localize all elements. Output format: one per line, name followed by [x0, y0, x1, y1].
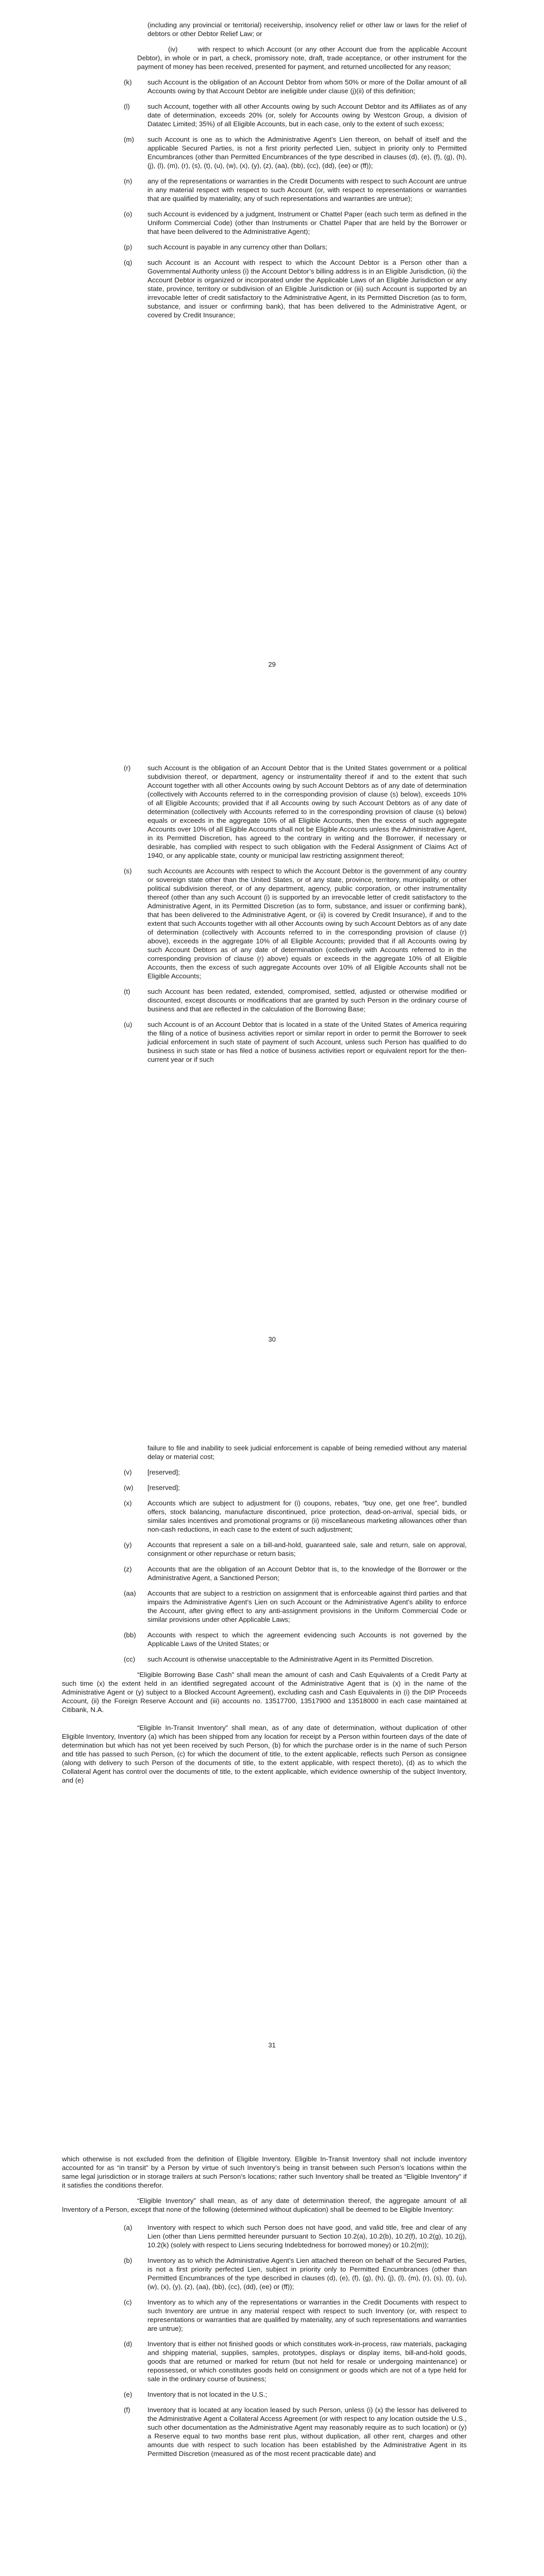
eligible-inventory-definition: “Eligible Inventory” shall mean, as of any date of determination thereof, the aggregate amount of all Inventory of a Person, except that none of the following (determined without duplication) shall be deemed to be Eligible Inventory: — [62, 2197, 467, 2213]
inventory-clause-a: (a) Inventory with respect to which such Person does not have good, and valid title, free and clear of any Lien (other than Liens permitted hereunder pursuant to Section 10.2(a), 10.2(b), 10.2(f), 10.2(g), 10.2(j), 10.2(k) (solely with respect to Liens securing Indebtedness for borrowed money) or 10.2(m)); — [124, 2224, 467, 2249]
clause-iv: (iv) with respect to which Account (or any other Account due from the applicable Account Debtor), in whole or in part, a check, promissory note, draft, trade acceptance, or other instrument for the payment of money has been received, presented for payment, and returned uncollected for any reason; — [137, 45, 467, 71]
page-number: 31 — [268, 2041, 276, 2049]
page-31-lead: failure to file and inability to seek judicial enforcement is capable of being remedied without any material delay or material cost; — [147, 1444, 467, 1461]
page-29-lead: (including any provincial or territorial) receivership, insolvency relief or other law or laws for the relief of debtors or other Debtor Relief Law; or — [147, 21, 467, 38]
clause-r: (r) such Account is the obligation of an Account Debtor that is the United States government or a political subdivision thereof, or department, agency or instrumentality thereof if and to the extent that such Account together with all other Accounts owing by such Account Debtors as of any date of determination (collectively with Accounts referred to in the corresponding provision of clause (s) below), exceeds 10% of all Eligible Accounts; provided that if all Accounts owing by such Account Debtors as of any date of determination (collectively with Accounts referred to in the corresponding provision of clause (s) below) equals or exceeds in the aggregate 10% of all Eligible Accounts, then the excess of such aggregate Accounts over 10% of all Eligible Accounts shall not be Eligible Accounts unless the Administrative Agent, in its Permitted Discretion, has agreed to the contrary in writing and the Borrower, if necessary or desirable, has complied with respect to such obligation with the Federal Assignment of Claims Act of 1940, or any applicable state, county or municipal law restricting assignment thereof; — [124, 764, 467, 859]
page-29 — [0, 21, 544, 326]
clause-bb: (bb) Accounts with respect to which the agreement evidencing such Accounts is not governed by the Applicable Laws of the United States; or — [124, 1631, 467, 1648]
clause-cc: (cc) such Account is otherwise unacceptable to the Administrative Agent in its Permitted Discretion. — [124, 1655, 434, 1663]
clause-m: (m) such Account is one as to which the Administrative Agent’s Lien thereon, on behalf of itself and the applicable Secured Parties, is not a first priority perfected Lien, subject in priority only to Permitted Encumbrances (other than Permitted Encumbrances of the type described in clauses (d), (e), (f), (g), (h), (j), (l), (m), (r), (s), (t), (u), (w), (x), (y), (z), (aa), (bb), (cc), (dd), (ee) or (ff)); — [124, 135, 467, 170]
clause-p: (p) such Account is payable in any currency other than Dollars; — [124, 243, 327, 251]
clause-v: (v) [reserved]; — [124, 1468, 180, 1476]
clause-w: (w) [reserved]; — [124, 1484, 180, 1492]
page-number: 29 — [268, 660, 276, 668]
eligible-borrowing-base-cash-definition: “Eligible Borrowing Base Cash” shall mean the amount of cash and Cash Equivalents of a Credit Party at such time (x) the extent held in an identified segregated account of the Administrative Agent that is (x) in the name of the Administrative Agent or (y) subject to a Blocked Account Agreement), excluding cash and Cash Equivalents in (i) the DIP Proceeds Account, (ii) the Foreign Reserve Account and (iii) accounts no. 13517700, 13517900 and 13518000 in each case maintained at Citibank, N.A. — [62, 1671, 467, 1714]
clause-k: (k) such Account is the obligation of an Account Debtor from whom 50% or more of the Dollar amount of all Accounts owing by that Account Debtor are ineligible under clause (j)(ii) of this definition; — [124, 78, 467, 95]
clause-n: (n) any of the representations or warranties in the Credit Documents with respect to such Account are untrue in any material respect with respect to such Account (or, with respect to representations or warranties that are qualified by materiality, any of such representations and warranties are untrue); — [124, 177, 467, 202]
clause-t: (t) such Account has been redated, extended, compromised, settled, adjusted or otherwise modified or discounted, except discounts or modifications that are granted by such Person in the ordinary course of business and that are reflected in the calculation of the Borrowing Base; — [124, 988, 467, 1013]
clause-x: (x) Accounts which are subject to adjustment for (i) coupons, rebates, “buy one, get one free”, bundled offers, stock balancing, manufacture discontinued, price protection, dead-on-arrival, special bids, or similar sales incentives and promotional programs or (ii) miscellaneous marketing allowances other than non-cash reductions, in each case to the extent of such adjustment; — [124, 1499, 467, 1533]
inventory-clause-e: (e) Inventory that is not located in the U.S.; — [124, 2391, 268, 2398]
clause-s: (s) such Accounts are Accounts with respect to which the Account Debtor is the government of any country or sovereign state other than the United States, or of any state, province, territory, municipality, or other political subdivision thereof, or of any department, agency, public corporation, or other instrumentality thereof (other than any such Account (i) is supported by an irrevocable letter of credit satisfactory to the Administrative Agent, in its Permitted Discretion (as to form, substance, and issuer or confirming bank), that has been delivered to the Administrative Agent, or (ii) is covered by Credit Insurance), if and to the extent that such Accounts together with all other Accounts owing by such Account Debtors as of any date of determination (collectively with Accounts referred to in the corresponding provision of clause (r) above), exceeds in the aggregate 10% of all Eligible Accounts; provided that if all Accounts owing by such Account Debtors as of any date of determination (collectively with Accounts referred to in the corresponding provision of clause (r) above) equals or exceeds in the aggregate 10% of all Eligible Accounts, then the excess of such aggregate Accounts over 10% of all Eligible Accounts shall not be Eligible Accounts; — [124, 867, 467, 980]
page-32-lead: which otherwise is not excluded from the definition of Eligible Inventory. Eligible In-Transit Inventory shall not include inventory accounted for as “in transit” by a Person by virtue of such Inventory’s being in transit between such Person’s locations within the same legal jurisdiction or in storage trailers at such Person’s locations; rather such Inventory shall be treated as “Eligible Inventory” if it satisfies the conditions therefor. — [62, 2155, 467, 2189]
page-number: 30 — [268, 1335, 276, 1343]
clause-z: (z) Accounts that are the obligation of an Account Debtor that is, to the knowledge of the Borrower or the Administrative Agent, a Sanctioned Person; — [124, 1565, 467, 1582]
inventory-clause-b: (b) Inventory as to which the Administrative Agent’s Lien attached thereon on behalf of the Secured Parties, is not a first priority perfected Lien, subject in priority only to Permitted Encumbrances (other than Permitted Encumbrances of the type described in clauses (d), (e), (f), (g), (h), (j), (l), (m), (r), (s), (t), (u), (w), (x), (y), (z), (aa), (bb), (cc), (dd), (ee) or (ff)); — [124, 2257, 467, 2291]
eligible-in-transit-inventory-definition: “Eligible In-Transit Inventory” shall mean, as of any date of determination, without duplication of other Eligible Inventory, Inventory (a) which has been shipped from any location for receipt by a Person within fourteen days of the date of determination but which has not yet been received by such Person, (b) for which the purchase order is in the name of such Person and title has passed to such Person, (c) for which the document of title, to the extent applicable, reflects such Person as consignee (along with delivery to such Person of the documents of title, to the extent applicable, with respect thereto), (d) as to which the Collateral Agent has control over the documents of title, to the extent applicable, which evidence ownership of the subject Inventory, and (e) — [62, 1724, 467, 1784]
page-32 — [0, 2155, 544, 2465]
clause-aa: (aa) Accounts that are subject to a restriction on assignment that is enforceable against third parties and that impairs the Administrative Agent’s Lien on such Account or the Administrative Agent’s ability to enforce the Account, after giving effect to any anti-assignment provisions in the Uniform Commercial Code or similar provisions under other Applicable Laws; — [124, 1589, 467, 1623]
inventory-clause-d: (d) Inventory that is either not finished goods or which constitutes work-in-process, raw materials, packaging and shipping material, supplies, samples, prototypes, displays or display items, bill-and-hold goods, goods that are returned or marked for return (but not held for resale or undergoing maintenance) or repossessed, or which constitutes goods held on consignment or goods which are not of a type held for sale in the ordinary course of business; — [124, 2340, 467, 2383]
clause-l: (l) such Account, together with all other Accounts owing by such Account Debtor and its Affiliates as of any date of determination, exceeds 20% (or, solely for Accounts owing by Westcon Group, a division of Datatec Limited; 35%) of all Eligible Accounts, but in each case, only to the extent of such excess; — [124, 103, 467, 128]
clause-q: (q) such Account is an Account with respect to which the Account Debtor is a Person other than a Governmental Authority unless (i) the Account Debtor’s billing address is in an Eligible Jurisdiction, (ii) the Account Debtor is organized or incorporated under the Applicable Laws of an Eligible Jurisdiction or any state, province, territory or subdivision of an Eligible Jurisdiction or (iii) such Account is supported by an irrevocable letter of credit satisfactory to the Administrative Agent, in its Permitted Discretion (as to form, substance, and issuer or confirming bank), that has been delivered to the Administrative Agent, or covered by Credit Insurance; — [124, 259, 467, 319]
inventory-clause-f: (f) Inventory that is located at any location leased by such Person, unless (i) (x) the lessor has delivered to the Administrative Agent a Collateral Access Agreement (or with respect to any location outside the U.S., such other documentation as the Administrative Agent may reasonably require as to such location) or (y) a Reserve equal to two months base rent plus, without duplication, all other rent, charges and other amounts due with respect to such location has been established by the Administrative Agent in its Permitted Discretion (measured as of the most recent practicable date) and — [124, 2406, 467, 2458]
inventory-clause-c: (c) Inventory as to which any of the representations or warranties in the Credit Documents with respect to such Inventory are untrue in any material respect with respect to such Inventory (or, with respect to representations or warranties that are qualified by materiality, any of such representations and warranties are untrue); — [124, 2298, 467, 2332]
page-30 — [0, 764, 544, 1071]
page-31 — [0, 1444, 544, 1794]
clause-y: (y) Accounts that represent a sale on a bill-and-hold, guaranteed sale, sale and return, sale on approval, consignment or other repurchase or return basis; — [124, 1541, 467, 1557]
clause-u: (u) such Account is of an Account Debtor that is located in a state of the United States of America requiring the filing of a notice of business activities report or similar report in order to permit the Borrower to seek judicial enforcement in such state of payment of such Account, unless such Person has qualified to do business in such state or has filed a notice of business activities report or equivalent report for the then-current year or if such — [124, 1021, 467, 1063]
clause-o: (o) such Account is evidenced by a judgment, Instrument or Chattel Paper (each such term as defined in the Uniform Commercial Code) (other than Instruments or Chattel Paper that are held by the Borrower or that have been delivered to the Administrative Agent); — [124, 210, 467, 235]
